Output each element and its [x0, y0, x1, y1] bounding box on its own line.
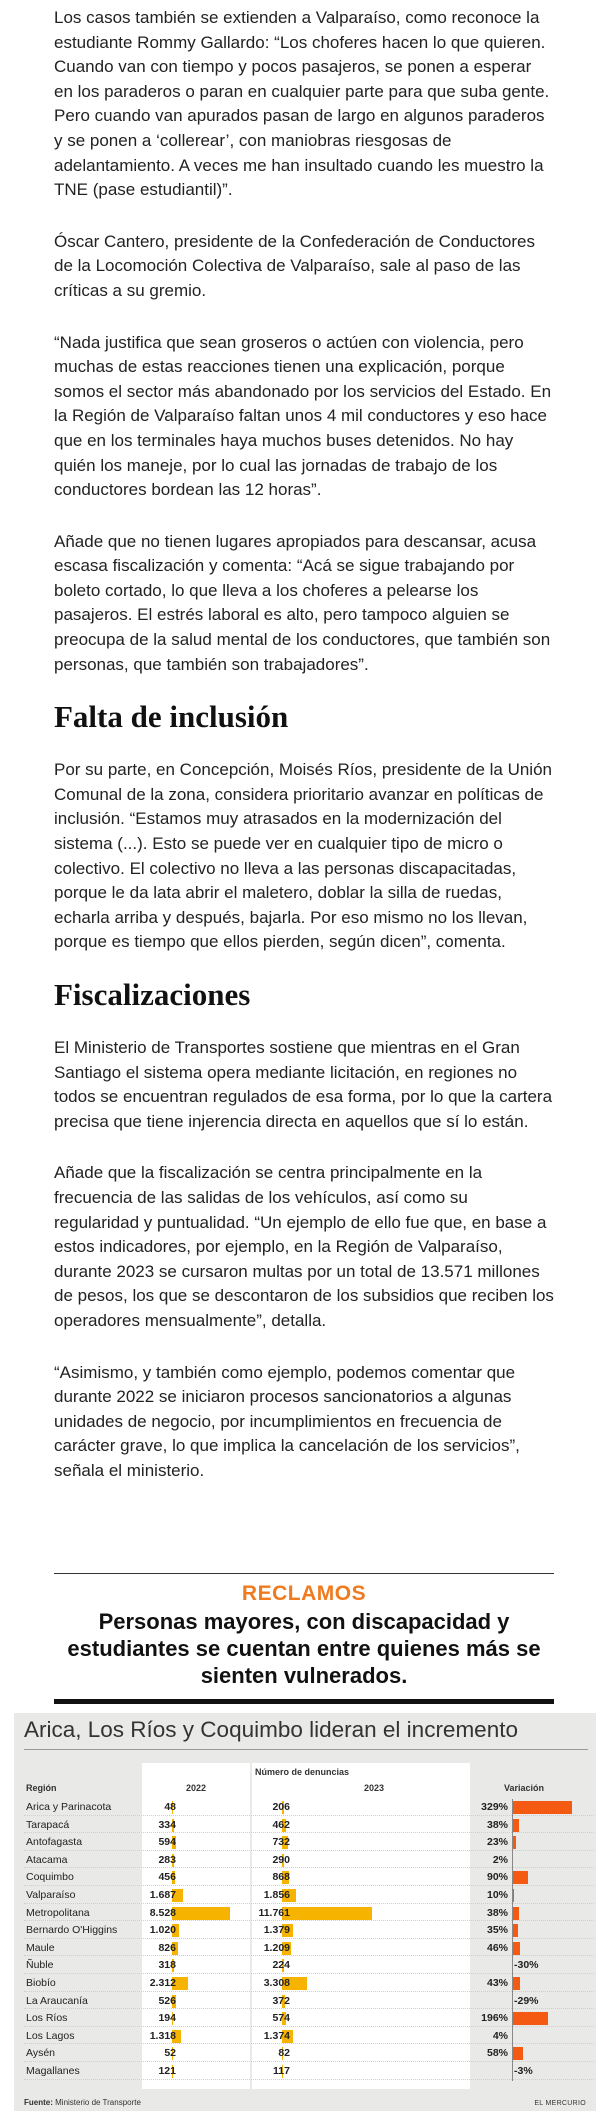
table-row — [24, 1817, 594, 1834]
variation-value: 2% — [492, 1853, 508, 1866]
header-region: Región — [26, 1783, 57, 1793]
table-row — [24, 2063, 594, 2080]
region-name: Biobío — [26, 1977, 56, 1989]
table-row — [24, 1975, 594, 1992]
row-separator — [24, 2026, 594, 2027]
pull-quote-headline: Personas mayores, con discapacidad y estudiantes se cuentan entre quienes más se sienten vulnerados. — [67, 1609, 541, 1688]
infographic-title: Arica, Los Ríos y Coquimbo lideran el incremento — [24, 1717, 518, 1742]
pull-quote-box — [54, 1573, 554, 1704]
variation-bar — [512, 1977, 520, 1990]
pull-quote-kicker: RECLAMOS — [241, 1582, 367, 1605]
region-name: Metropolitana — [26, 1906, 90, 1919]
value-2022: 594 — [158, 1836, 176, 1849]
value-2022: 48 — [164, 1801, 176, 1813]
variation-value: 4% — [492, 2029, 508, 2042]
row-separator — [24, 2079, 594, 2080]
bar-2022 — [172, 1907, 230, 1920]
value-2022: 826 — [158, 1941, 176, 1954]
value-2023: 574 — [272, 2012, 290, 2025]
table-row — [24, 1922, 594, 1939]
value-2023: 117 — [273, 2065, 290, 2077]
region-name: Magallanes — [26, 2065, 80, 2077]
row-separator — [24, 2043, 594, 2044]
value-2022: 8.528 — [149, 1906, 176, 1919]
bar-2023 — [282, 1907, 372, 1920]
value-2023: 82 — [278, 2047, 290, 2060]
variation-value: 58% — [486, 2047, 508, 2060]
article-section-3 — [54, 1036, 554, 1484]
value-2023: 1.374 — [263, 2029, 290, 2042]
table-row — [24, 1869, 594, 1886]
value-2022: 121 — [158, 2065, 176, 2077]
region-name: Ñuble — [26, 1959, 54, 1972]
variation-value: -30% — [514, 1959, 539, 1972]
row-separator — [24, 1815, 594, 1816]
variation-bar — [512, 2047, 523, 2060]
region-name: La Araucanía — [26, 1994, 88, 2007]
value-2022: 1.020 — [149, 1924, 176, 1937]
value-2023: 732 — [272, 1836, 290, 1849]
variation-value: -29% — [514, 1994, 539, 2007]
variation-value: 35% — [486, 1924, 508, 1937]
value-2022: 456 — [158, 1871, 176, 1884]
row-separator — [24, 1832, 594, 1833]
publisher-credit: EL MERCURIO — [534, 2100, 586, 2107]
variation-zero-axis — [512, 1799, 513, 2081]
article-paragraph: Óscar Cantero, presidente de la Confederación de Conductores de la Locomoción Colectiva de Valparaíso, sale al paso de las críticas a su gremio. — [54, 231, 536, 300]
value-2022: 526 — [158, 1994, 176, 2007]
variation-value: 90% — [486, 1871, 508, 1884]
title-divider — [24, 1749, 588, 1750]
variation-bar — [512, 2012, 548, 2025]
group-header: Número de denuncias — [254, 1767, 350, 1777]
article-body — [54, 6, 554, 1511]
table-row — [24, 2010, 594, 2027]
region-name: Valparaíso — [26, 1889, 76, 1901]
variation-bar — [512, 1819, 519, 1832]
variation-bar — [512, 1942, 520, 1955]
source-label: Fuente: — [24, 2098, 53, 2107]
table-row — [24, 1957, 594, 1974]
value-2022: 52 — [164, 2047, 176, 2060]
row-separator — [24, 2061, 594, 2062]
row-separator — [24, 1991, 594, 1992]
row-separator — [24, 1973, 594, 1974]
variation-value: 329% — [481, 1801, 508, 1813]
row-separator — [24, 1867, 594, 1868]
source-text: Ministerio de Transporte — [55, 2098, 141, 2107]
value-2023: 1.379 — [263, 1924, 290, 1937]
article-paragraph: Por su parte, en Concepción, Moisés Ríos, presidente de la Unión Comunal de la zona, considera prioritario avanzar en políticas de inclusión. “Estamos muy atrasados en la modernización del sistema (...). Esto se puede ver en cualquier tipo de micro o colectivo. El colectivo no lleva a las personas discapacitadas, porque le da lata abrir el maletero, doblar la silla de ruedas, echarla arriba y después, bajarla. Por eso mismo no los llevan, porque es tiempo que ellos pierden, según dicen”, comenta. — [54, 760, 552, 952]
article-section-1 — [54, 6, 554, 677]
header-2022: 2022 — [186, 1783, 207, 1793]
variation-value: 38% — [486, 1818, 508, 1831]
row-separator — [24, 1903, 594, 1904]
table-row — [24, 1887, 594, 1904]
variation-value: 10% — [486, 1889, 508, 1901]
variation-bar — [512, 1907, 519, 1920]
row-separator — [24, 1885, 594, 1886]
region-name: Aysén — [26, 2047, 55, 2060]
variation-value: -3% — [514, 2065, 533, 2077]
value-2022: 194 — [158, 2012, 176, 2025]
value-2023: 462 — [272, 1818, 290, 1831]
value-2023: 224 — [272, 1959, 290, 1972]
article-paragraph: Los casos también se extienden a Valparaíso, como reconoce la estudiante Rommy Gallardo: “Los choferes hacen lo que quieren. Cuando van con tiempo y pocos pasajeros, se ponen a esperar en los paraderos o paran en cualquier parte para que suba gente. Pero cuando van apurados pasan de largo en algunos paraderos y se ponen a ‘collerear’, con maniobras riesgosas de adelantamiento. A veces me han insultado cuando les muestro la TNE (pase estudiantil)”. — [54, 8, 550, 200]
header-variation: Variación — [504, 1783, 545, 1793]
value-2022: 2.312 — [149, 1977, 176, 1989]
table-row — [24, 1834, 594, 1851]
table-row — [24, 1799, 594, 1816]
article-section-2 — [54, 758, 554, 955]
variation-bar — [512, 1801, 572, 1814]
article-paragraph: Añade que no tienen lugares apropiados para descansar, acusa escasa fiscalización y comenta: “Acá se sigue trabajando por boleto cortado, lo que lleva a los choferes a pelearse los pasajeros. El estrés laboral es alto, pero tampoco alguien se preocupa de la salud mental de los conductores, que también son personas, que también son trabajadores”. — [54, 531, 551, 674]
value-2022: 334 — [158, 1818, 176, 1831]
region-name: Bernardo O'Higgins — [26, 1924, 118, 1937]
table-row — [24, 1905, 594, 1922]
row-separator — [24, 1850, 594, 1851]
value-2023: 372 — [272, 1994, 290, 2007]
table-row — [24, 2028, 594, 2045]
value-2022: 1.318 — [149, 2029, 176, 2042]
value-2023: 11.761 — [258, 1906, 290, 1919]
complaints-infographic — [14, 1713, 596, 2111]
variation-value: 38% — [486, 1906, 508, 1919]
region-name: Los Lagos — [26, 2029, 75, 2042]
row-separator — [24, 1955, 594, 1956]
table-row — [24, 1852, 594, 1869]
table-row — [24, 2045, 594, 2062]
variation-value: 43% — [486, 1977, 508, 1989]
value-2022: 318 — [158, 1959, 176, 1972]
row-separator — [24, 1938, 594, 1939]
article-paragraph: “Nada justifica que sean groseros o actúen con violencia, pero muchas de estas reacciones tienen una explicación, porque somos el sector más abandonado por los servicios del Estado. En la Región de Valparaíso faltan unos 4 mil conductores y eso hace que en los terminales haya muchos buses detenidos. No hay quién los maneje, por lo cual las jornadas de trabajo de los conductores bordean las 12 horas”. — [54, 332, 552, 500]
value-2023: 1.856 — [263, 1889, 290, 1901]
source-note — [24, 2098, 141, 2107]
table-row — [24, 1993, 594, 2010]
value-2022: 283 — [158, 1853, 176, 1866]
header-2023: 2023 — [364, 1783, 385, 1793]
region-name: Antofagasta — [26, 1836, 83, 1849]
region-name: Tarapacá — [26, 1818, 70, 1831]
region-name: Maule — [26, 1941, 55, 1954]
section-heading-fiscalizaciones: Fiscalizaciones — [54, 977, 251, 1012]
article-paragraph: Añade que la fiscalización se centra principalmente en la frecuencia de las salidas de los vehículos, así como su regularidad y puntualidad. “Un ejemplo de ello fue que, en base a estos indicadores, por ejemplo, en la Región de Valparaíso, durante 2023 se cursaron multas por un total de 13.571 millones de pesos, los que se descontaron de los subsidios que reciben los operadores mensualmente”, detalla. — [54, 1163, 554, 1330]
table-row — [24, 1940, 594, 1957]
value-2023: 3.308 — [263, 1977, 290, 1989]
value-2023: 206 — [272, 1801, 290, 1813]
region-name: Arica y Parinacota — [26, 1801, 112, 1813]
value-2023: 290 — [272, 1853, 290, 1866]
region-name: Coquimbo — [26, 1871, 74, 1884]
variation-value: 46% — [486, 1941, 508, 1954]
region-name: Los Ríos — [26, 2012, 68, 2025]
region-name: Atacama — [26, 1853, 68, 1866]
article-paragraph: El Ministerio de Transportes sostiene que mientras en el Gran Santiago el sistema opera mediante licitación, en regiones no todos se encuentran regulados de esa forma, por lo que la cartera precisa que tiene injerencia directa en aquellos que sí lo están. — [54, 1038, 553, 1131]
variation-bar — [512, 1871, 528, 1884]
row-separator — [24, 1920, 594, 1921]
variation-value: 196% — [481, 2012, 508, 2025]
value-2023: 868 — [272, 1871, 290, 1884]
value-2022: 1.687 — [149, 1889, 176, 1901]
value-2023: 1.209 — [263, 1941, 290, 1954]
variation-value: 23% — [486, 1836, 508, 1849]
section-heading-inclusion: Falta de inclusión — [54, 699, 289, 735]
article-paragraph: “Asimismo, y también como ejemplo, podemos comentar que durante 2022 se iniciaron procesos sancionatorios a algunas unidades de negocio, por incumplimientos en frecuencia de carácter grave, lo que implica la cancelación de los servicios”, señala el ministerio. — [54, 1362, 520, 1480]
row-separator — [24, 2008, 594, 2009]
